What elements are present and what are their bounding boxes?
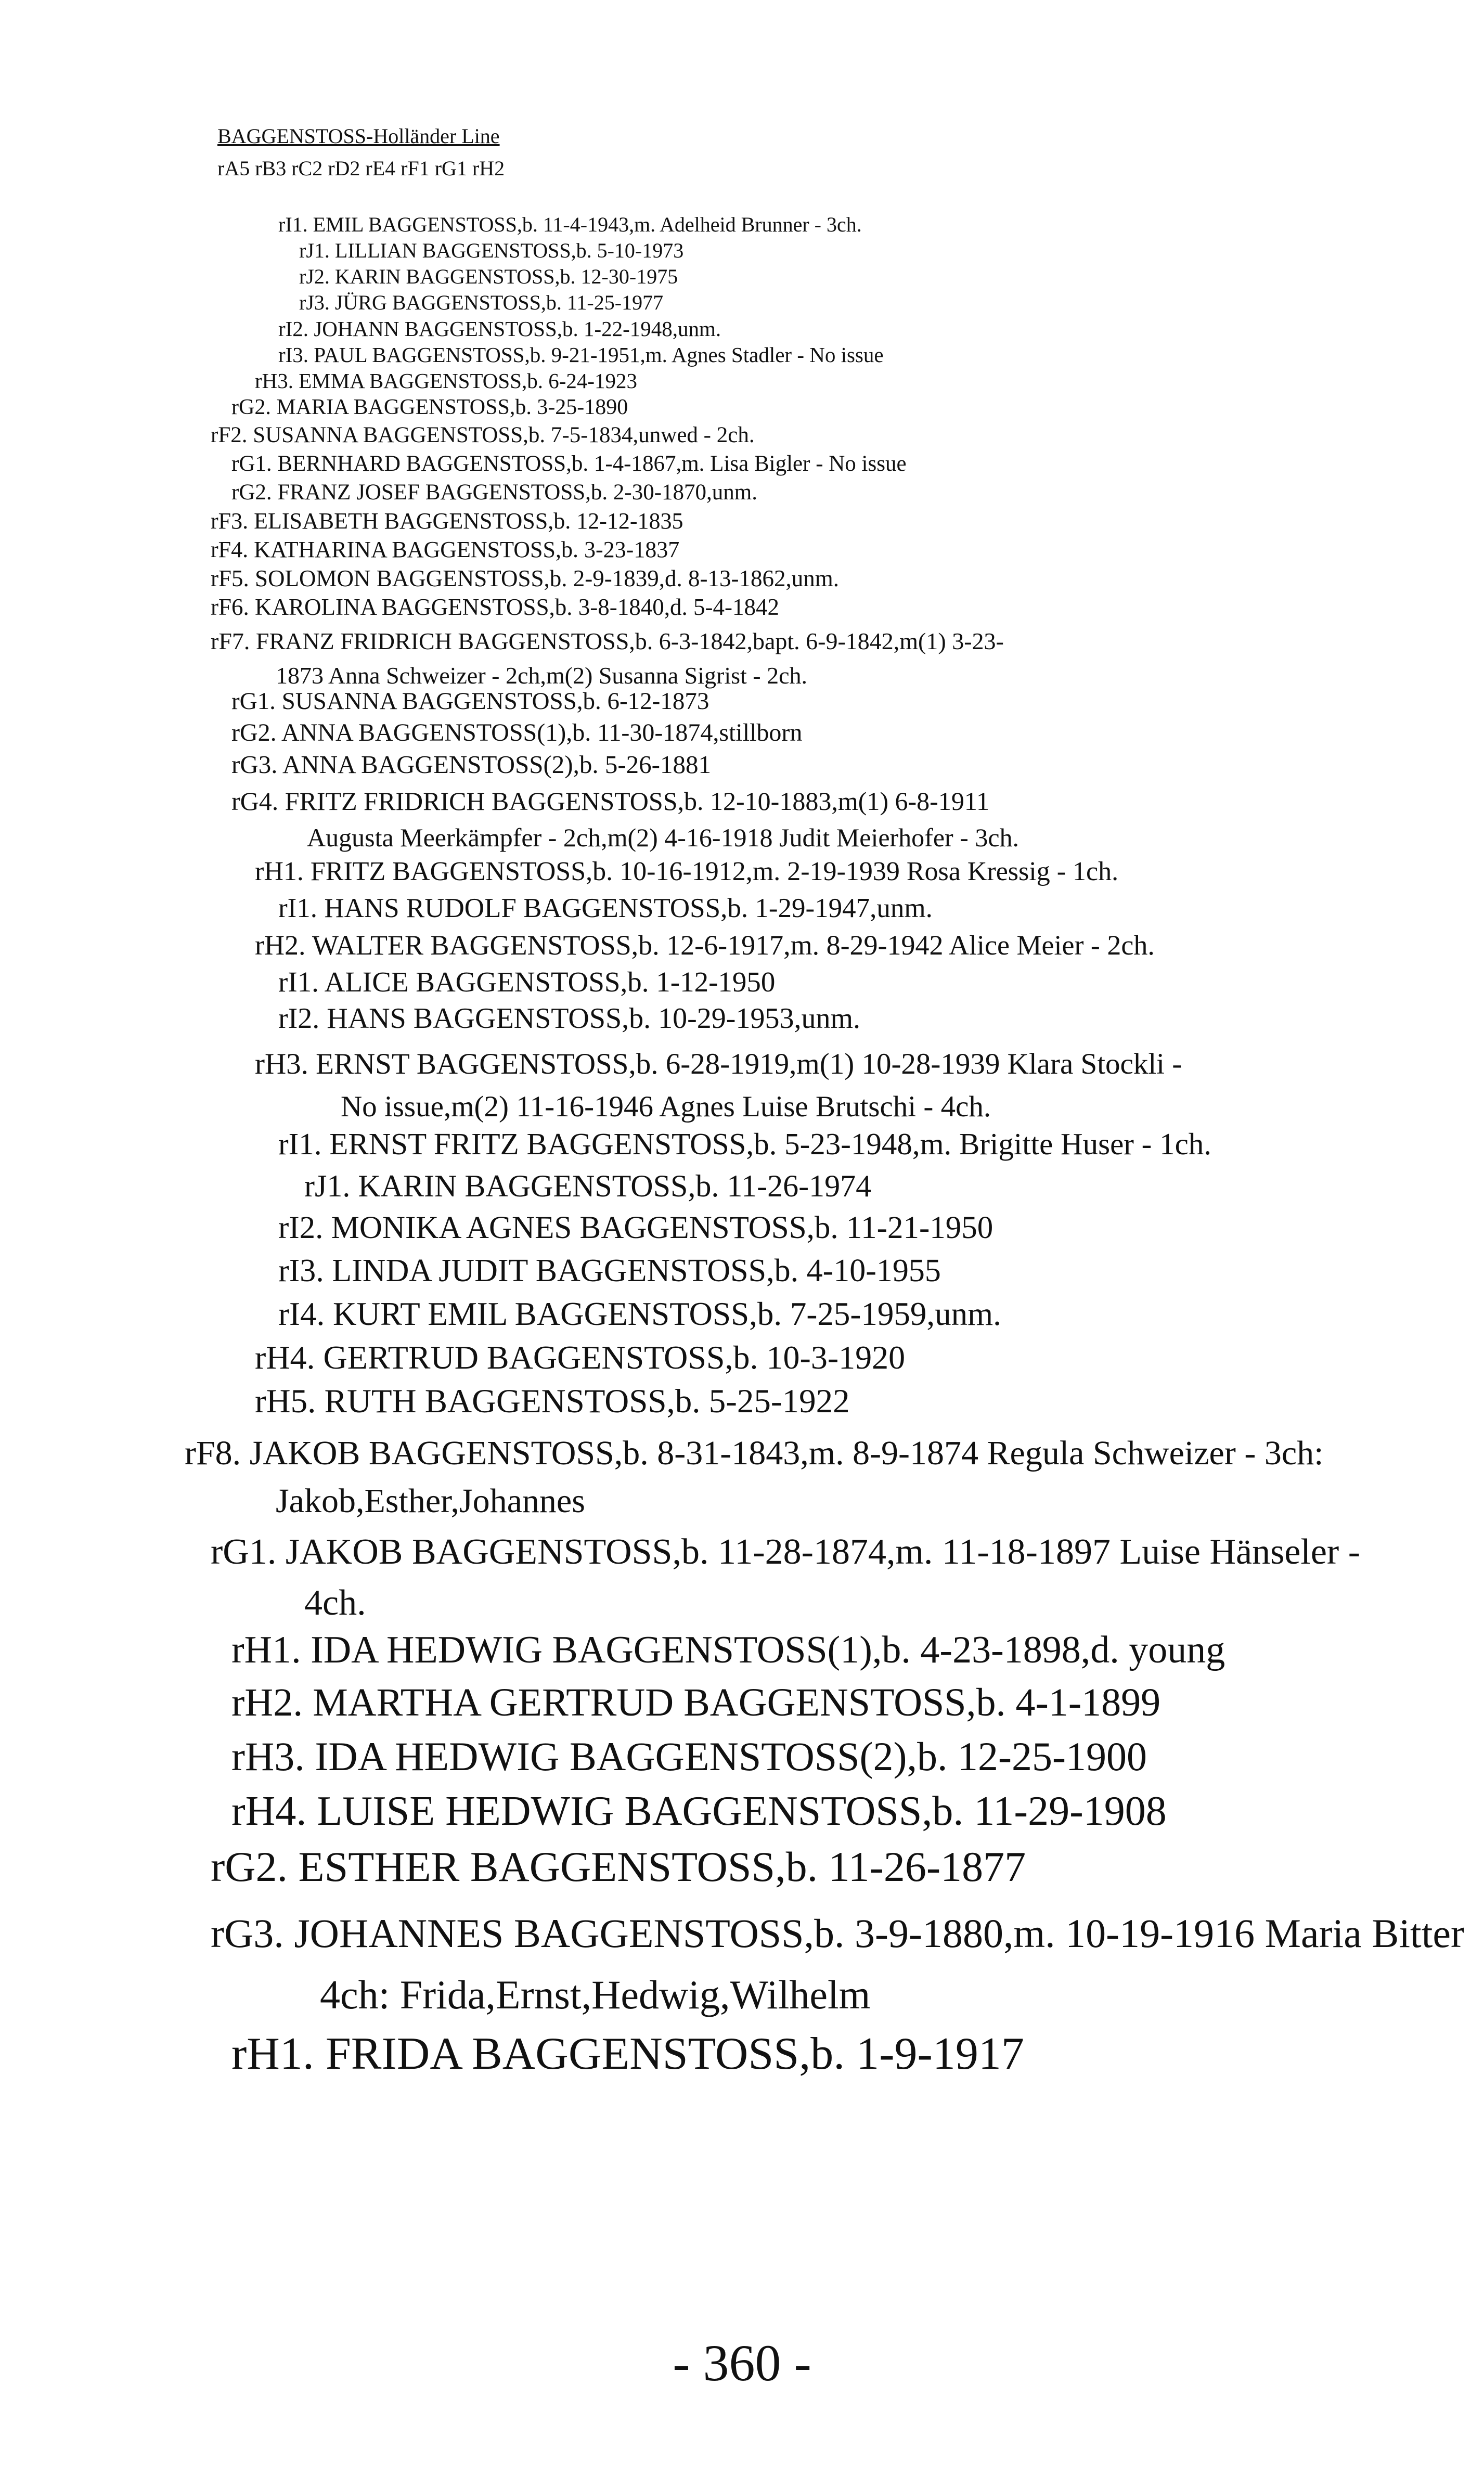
entry: rF4. KATHARINA BAGGENSTOSS,b. 3-23-1837 — [211, 537, 680, 562]
entry: rH4. GERTRUD BAGGENSTOSS,b. 10-3-1920 — [255, 1339, 906, 1376]
entry: rH3. IDA HEDWIG BAGGENSTOSS(2),b. 12-25-1900 — [231, 1734, 1147, 1779]
entry: rF6. KAROLINA BAGGENSTOSS,b. 3-8-1840,d. 5-4-1842 — [211, 594, 779, 620]
entry: rH4. LUISE HEDWIG BAGGENSTOSS,b. 11-29-1908 — [231, 1788, 1167, 1834]
entry: rG1. BERNHARD BAGGENSTOSS,b. 1-4-1867,m. Lisa Bigler - No issue — [231, 452, 907, 476]
entry: rI1. EMIL BAGGENSTOSS,b. 11-4-1943,m. Adelheid Brunner - 3ch. — [278, 213, 862, 236]
entry: rJ1. LILLIAN BAGGENSTOSS,b. 5-10-1973 — [299, 239, 684, 262]
page-number: - 360 - — [673, 2334, 811, 2392]
entry: rI2. HANS BAGGENSTOSS,b. 10-29-1953,unm. — [278, 1002, 861, 1035]
entry: rH1. FRITZ BAGGENSTOSS,b. 10-16-1912,m. 2-19-1939 Rosa Kressig - 1ch. — [255, 857, 1119, 886]
entry: rI3. LINDA JUDIT BAGGENSTOSS,b. 4-10-1955 — [278, 1253, 941, 1288]
entry: rG1. JAKOB BAGGENSTOSS,b. 11-28-1874,m. 11-18-1897 Luise Hänseler - 4ch. — [211, 1532, 1361, 1623]
entry: rI1. HANS RUDOLF BAGGENSTOSS,b. 1-29-1947,unm. — [278, 893, 933, 923]
entry: rH2. WALTER BAGGENSTOSS,b. 12-6-1917,m. 8-29-1942 Alice Meier - 2ch. — [255, 930, 1155, 961]
entry: rF8. JAKOB BAGGENSTOSS,b. 8-31-1843,m. 8-9-1874 Regula Schweizer - 3ch: Jakob,Esther,Johannes — [185, 1434, 1324, 1520]
entry: rH1. IDA HEDWIG BAGGENSTOSS(1),b. 4-23-1898,d. young — [231, 1629, 1225, 1671]
entry: rJ2. KARIN BAGGENSTOSS,b. 12-30-1975 — [299, 265, 678, 288]
entry: rG1. SUSANNA BAGGENSTOSS,b. 6-12-1873 — [231, 688, 709, 715]
entry: rH1. FRIDA BAGGENSTOSS,b. 1-9-1917 — [231, 2029, 1024, 2079]
entry: rH2. MARTHA GERTRUD BAGGENSTOSS,b. 4-1-1899 — [231, 1681, 1161, 1724]
entry: rG2. MARIA BAGGENSTOSS,b. 3-25-1890 — [231, 395, 628, 419]
entry: rG2. ESTHER BAGGENSTOSS,b. 11-26-1877 — [211, 1843, 1026, 1890]
entry: rH3. EMMA BAGGENSTOSS,b. 6-24-1923 — [255, 369, 638, 393]
entry: rI2. JOHANN BAGGENSTOSS,b. 1-22-1948,unm. — [278, 317, 721, 341]
entry: rG4. FRITZ FRIDRICH BAGGENSTOSS,b. 12-10-1883,m(1) 6-8-1911 Augusta Meerkämpfer - 2ch,m(2) 4-16-1918 Judit Meierhofer - 3ch. — [231, 787, 1020, 852]
entry: rG2. FRANZ JOSEF BAGGENSTOSS,b. 2-30-1870,unm. — [231, 480, 758, 505]
entry: rI1. ERNST FRITZ BAGGENSTOSS,b. 5-23-1948,m. Brigitte Huser - 1ch. — [278, 1127, 1211, 1161]
entry: rI4. KURT EMIL BAGGENSTOSS,b. 7-25-1959,unm. — [278, 1296, 1001, 1332]
entry: rG2. ANNA BAGGENSTOSS(1),b. 11-30-1874,stillborn — [231, 719, 803, 746]
entry: rH5. RUTH BAGGENSTOSS,b. 5-25-1922 — [255, 1383, 850, 1420]
entry: rF2. SUSANNA BAGGENSTOSS,b. 7-5-1834,unwed - 2ch. — [211, 423, 755, 447]
entry: rF3. ELISABETH BAGGENSTOSS,b. 12-12-1835 — [211, 508, 683, 534]
line-title: BAGGENSTOSS-Holländer Line — [217, 124, 500, 148]
entry: rJ3. JÜRG BAGGENSTOSS,b. 11-25-1977 — [299, 291, 664, 314]
entry: rF5. SOLOMON BAGGENSTOSS,b. 2-9-1839,d. 8-13-1862,unm. — [211, 565, 839, 591]
entry: rH3. ERNST BAGGENSTOSS,b. 6-28-1919,m(1) 10-28-1939 Klara Stockli - No issue,m(2) 11-16-1946 Agnes Luise Brutschi - 4ch. — [255, 1048, 1182, 1123]
entry: rI3. PAUL BAGGENSTOSS,b. 9-21-1951,m. Agnes Stadler - No issue — [278, 343, 884, 367]
entry: rI1. ALICE BAGGENSTOSS,b. 1-12-1950 — [278, 966, 776, 998]
entry: rJ1. KARIN BAGGENSTOSS,b. 11-26-1974 — [304, 1169, 872, 1203]
entry: rI2. MONIKA AGNES BAGGENSTOSS,b. 11-21-1950 — [278, 1210, 993, 1245]
line-codes: rA5 rB3 rC2 rD2 rE4 rF1 rG1 rH2 — [217, 157, 505, 180]
entry: rG3. ANNA BAGGENSTOSS(2),b. 5-26-1881 — [231, 750, 711, 779]
entry: rG3. JOHANNES BAGGENSTOSS,b. 3-9-1880,m. 10-19-1916 Maria Bitter 4ch: Frida,Ernst,Hedwig,Wilhelm — [211, 1911, 1464, 2017]
entry: rF7. FRANZ FRIDRICH BAGGENSTOSS,b. 6-3-1842,bapt. 6-9-1842,m(1) 3-23- 1873 Anna Schweizer - 2ch,m(2) Susanna Sigrist - 2ch. — [211, 628, 1004, 689]
